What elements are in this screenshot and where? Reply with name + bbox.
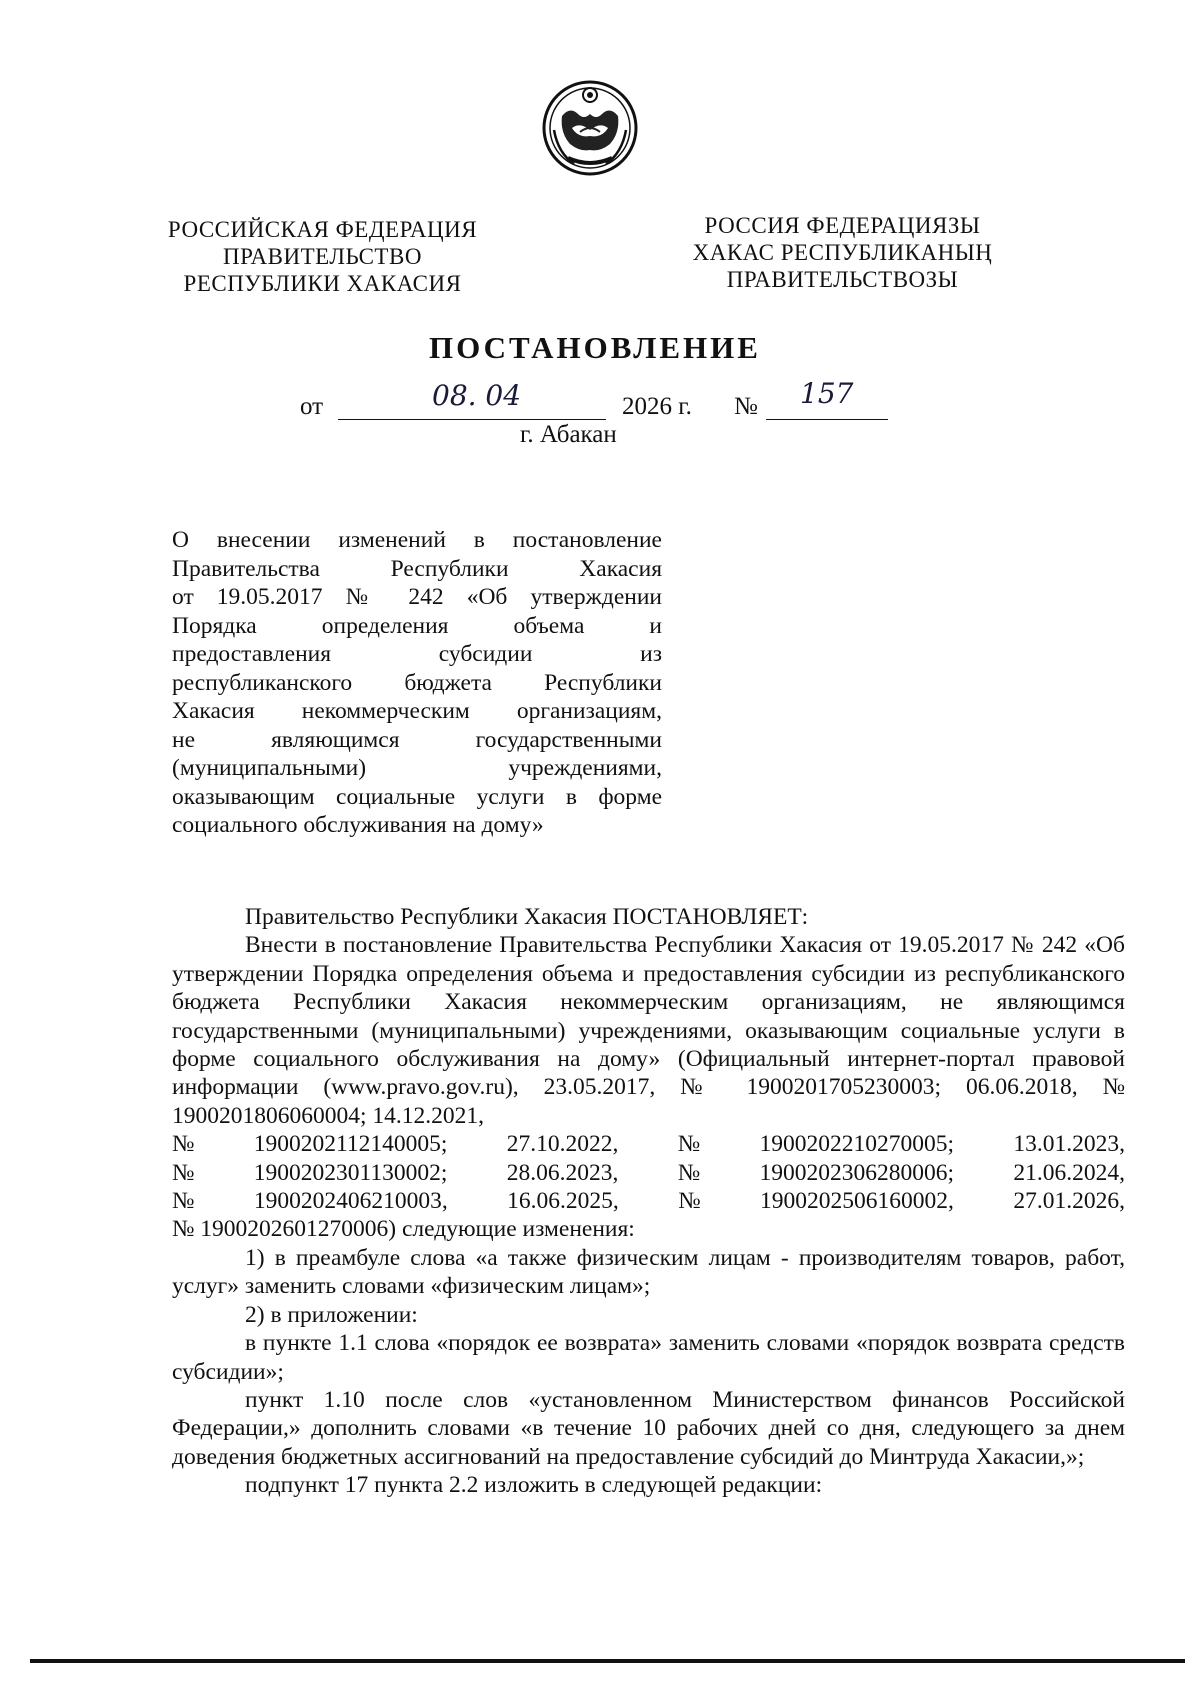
body-paragraph-1: Внести в постановление Правительства Республики Хакасия от 19.05.2017 № 242 «Об утверждении Порядка определения объема и предоставления субсидии из республиканского бюджета Республики Хакасия некоммерческим организациям, не являющимся государственными (муниципальными) учреждениями, оказывающим социальные услуги в форме социального обслуживания на дому» (Официальный интернет-портал правовой информации (www.pravo.gov.ru), 23.05.2017, № 1900201705230003; 06.06.2018, № 1900201806060004; 14.12.2021, xyxy=(172,932,1125,1129)
body-item-2a: в пункте 1.1 слова «порядок ее возврата» заменить словами «порядок возврата средств субсидии»; xyxy=(172,1330,1125,1385)
header-left-block xyxy=(150,216,495,297)
header-right-line-1: РОССИЯ ФЕДЕРАЦИЯЗЫ xyxy=(704,213,981,238)
registry-cell: 13.01.2023, xyxy=(1013,1131,1125,1158)
registry-cell: 21.06.2024, xyxy=(1013,1159,1125,1186)
registry-cell: 1900202210270005; xyxy=(759,1131,954,1158)
body-paragraph-1-end: № 1900202601270006) следующие изменения: xyxy=(172,1216,635,1243)
header-right-block xyxy=(660,212,1025,293)
registry-cell: № xyxy=(172,1131,195,1158)
footer-rule xyxy=(30,1659,1185,1663)
body-item-1: 1) в преамбуле слова «а также физическим лицам - производителям товаров, работ, услуг» заменить словами «физическим лицам»; xyxy=(172,1244,1125,1300)
header-left-line-1: РОССИЙСКАЯ ФЕДЕРАЦИЯ xyxy=(167,217,478,242)
date-prefix: от xyxy=(300,393,324,420)
registry-cell: 16.06.2025, xyxy=(507,1188,619,1215)
registry-cell: 1900202406210003, xyxy=(253,1188,448,1215)
subject-line: республиканского бюджета Республики xyxy=(172,669,662,696)
body-item-2: 2) в приложении: xyxy=(245,1301,418,1328)
registry-cell: 1900202306280006; xyxy=(759,1159,954,1186)
subject-line: Правительства Республики Хакасия xyxy=(172,555,662,582)
city-label: г. Абакан xyxy=(520,421,617,448)
number-handwritten: 157 xyxy=(800,377,854,410)
header-left-line-2: ПРАВИТЕЛЬСТВО xyxy=(223,244,422,269)
body-item-2c: подпункт 17 пункта 2.2 изложить в следующей редакции: xyxy=(245,1472,823,1499)
date-year: 2026 г. xyxy=(622,393,692,420)
body-item-2b: пункт 1.10 после слов «установленном Министерством финансов Российской Федерации,» дополнить словами «в течение 10 рабочих дней со дня, следующего за днем доведения бюджетных ассигнований на предоставление субсидий до Минтруда Хакасии,»; xyxy=(172,1386,1125,1470)
registry-cell: 27.10.2022, xyxy=(506,1131,619,1158)
subject-line: социального обслуживания на дому» xyxy=(172,812,544,838)
registry-row-3 xyxy=(172,1187,1125,1215)
registry-cell: № xyxy=(677,1131,701,1158)
coat-of-arms-emblem xyxy=(540,78,640,178)
subject-line: оказывающим социальные услуги в форме xyxy=(172,783,662,810)
subject-line: (муниципальными) учреждениями, xyxy=(172,755,662,781)
registry-cell: № xyxy=(677,1159,701,1186)
subject-line: не являющимся государственными xyxy=(172,726,662,753)
number-sign: № xyxy=(734,393,758,420)
registry-cell: № xyxy=(172,1159,195,1186)
date-number-line xyxy=(300,377,900,425)
date-handwritten: 08. 04 xyxy=(432,379,522,412)
subject-line: Хакасия некоммерческим организациям, xyxy=(172,698,662,724)
emblem-icon xyxy=(540,78,640,178)
subject-line: Порядка определения объема и xyxy=(172,612,662,639)
registry-row-2 xyxy=(172,1159,1125,1187)
registry-cell: 1900202506160002, xyxy=(760,1188,954,1215)
header-left-line-3: РЕСПУБЛИКИ ХАКАСИЯ xyxy=(183,271,462,296)
registry-cell: 27.01.2026, xyxy=(1013,1188,1125,1215)
registry-row-1 xyxy=(172,1130,1125,1158)
subject-line: от 19.05.2017 № 242 «Об утверждении xyxy=(172,584,662,610)
registry-cell: № xyxy=(678,1188,701,1215)
registry-cell: 28.06.2023, xyxy=(506,1159,619,1186)
registry-cell: 1900202112140005; xyxy=(253,1131,448,1158)
body-intro: Правительство Республики Хакасия ПОСТАНОВЛЯЕТ: xyxy=(245,904,809,930)
header-right-line-3: ПРАВИТЕЛЬСТВОЗЫ xyxy=(726,267,959,292)
document-title: ПОСТАНОВЛЕНИЕ xyxy=(429,330,761,365)
registry-cell: 1900202301130002; xyxy=(253,1159,448,1186)
subject-line: О внесении изменений в постановление xyxy=(172,527,662,553)
document-body xyxy=(172,903,1125,1500)
registry-cell: № xyxy=(172,1188,195,1215)
document-subject xyxy=(172,526,662,840)
subject-line: предоставления субсидии из xyxy=(172,641,662,667)
header-right-line-2: ХАКАС РЕСПУБЛИКАНЫҢ xyxy=(692,240,993,265)
